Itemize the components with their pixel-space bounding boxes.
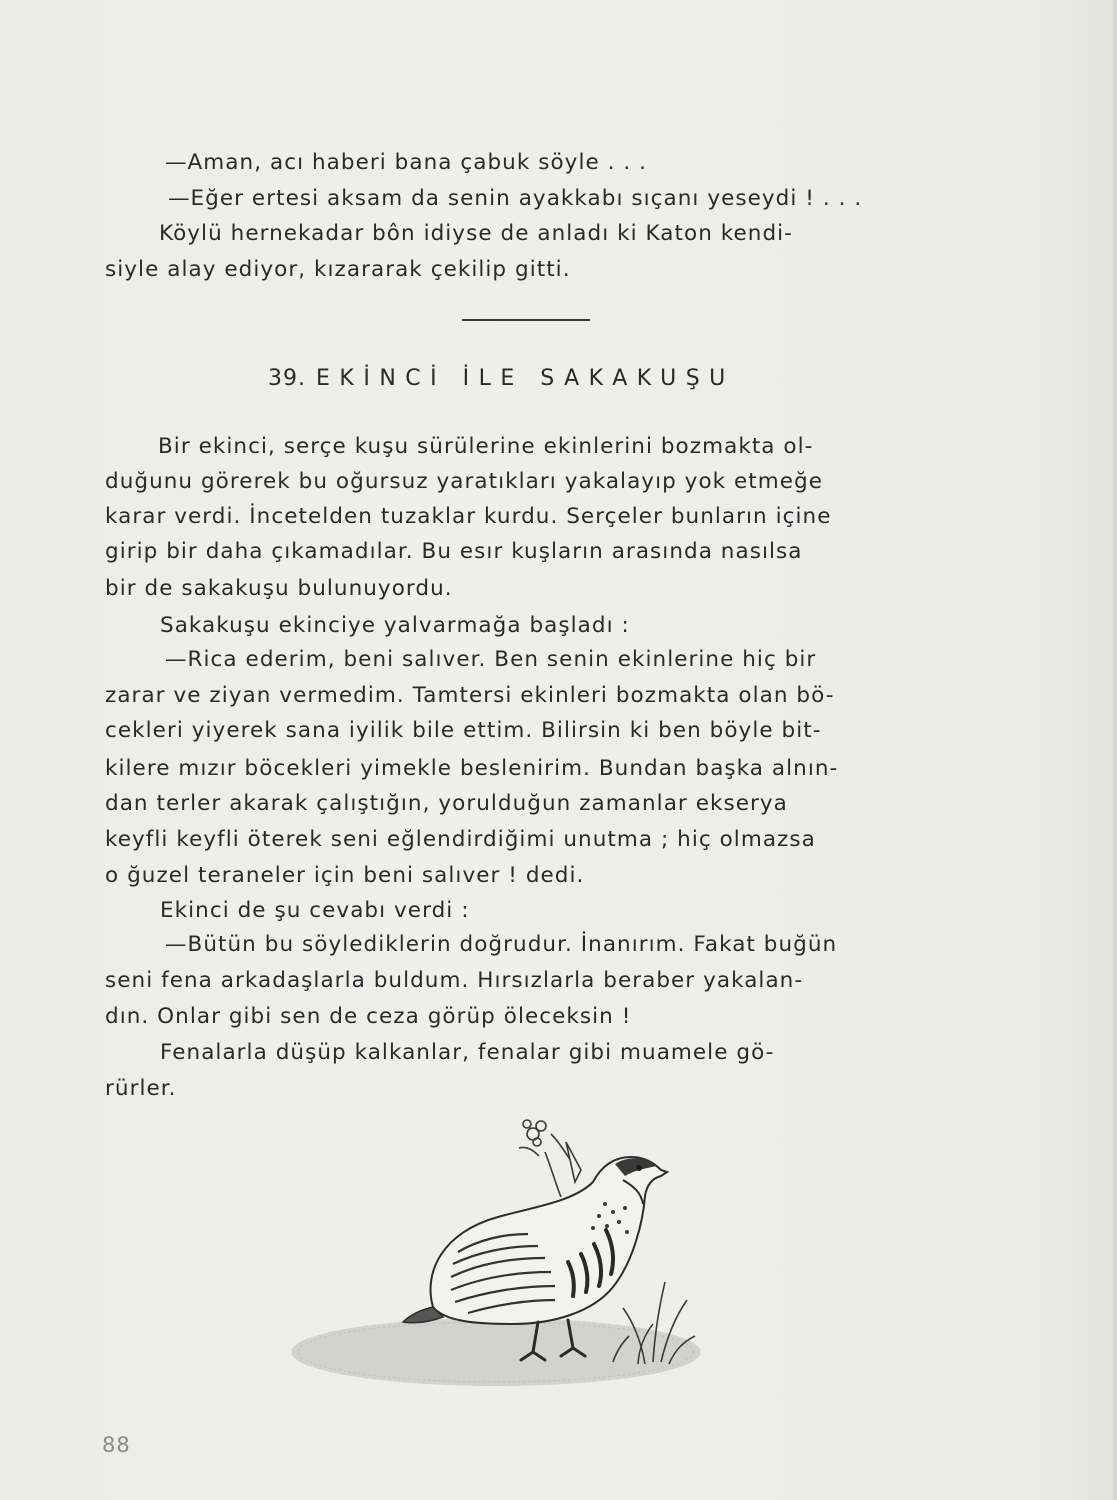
text-line: o ğuzel teraneler için beni salıver ! dedi.: [105, 863, 585, 888]
text-line: keyfli keyfli öterek seni eğlendirdiğimi unutma ; hiç olmazsa: [105, 827, 816, 852]
text-line: Köylü hernekadar bôn idiyse de anladı ki Katon kendi-: [159, 221, 793, 246]
story-number: 39.: [268, 366, 306, 391]
text-line: —Bütün bu söylediklerin doğrudur. İnanırım. Fakat buğün: [165, 932, 838, 957]
flower-icon: [519, 1120, 581, 1197]
text-line: zarar ve ziyan vermedim. Tamtersi ekinleri bozmakta olan bö-: [105, 683, 835, 708]
text-line: dın. Onlar gibi sen de ceza görüp öleceksin !: [105, 1004, 632, 1029]
text-line: Ekinci de şu cevabı verdi :: [160, 898, 470, 923]
text-line: —Aman, acı haberi bana çabuk söyle . . .: [165, 150, 648, 175]
partridge-illustration: [283, 1112, 708, 1392]
text-line: duğunu görerek bu oğursuz yaratıkları yakalayıp yok etmeğe: [105, 469, 824, 494]
text-line: karar verdi. İncetelden tuzaklar kurdu. Serçeler bunların içine: [105, 504, 832, 529]
page-number: 88: [102, 1433, 131, 1457]
text-line: rürler.: [105, 1076, 177, 1101]
text-line: cekleri yiyerek sana iyilik bile ettim. Bilirsin ki ben böyle bit-: [105, 718, 822, 743]
text-line: dan terler akarak çalıştığın, yorulduğun zamanlar ekserya: [105, 791, 788, 816]
text-line: girip bir daha çıkamadılar. Bu esır kuşların arasında nasılsa: [105, 539, 803, 564]
story-title: EKİNCİ İLE SAKAKUŞU: [316, 366, 735, 391]
text-line: Fenalarla düşüp kalkanlar, fenalar gibi muamele gö-: [160, 1040, 775, 1065]
text-line: bir de sakakuşu bulunuyordu.: [105, 576, 453, 601]
story-heading: [268, 363, 735, 395]
section-divider: [462, 319, 590, 321]
text-line: —Eğer ertesi aksam da senin ayakkabı sıçanı yeseydi ! . . .: [168, 186, 863, 211]
text-line: seni fena arkadaşlarla buldum. Hırsızlarla beraber yakalan-: [105, 968, 804, 993]
text-line: —Rica ederim, beni salıver. Ben senin ekinlerine hiç bir: [165, 647, 817, 672]
text-line: Sakakuşu ekinciye yalvarmağa başladı :: [160, 613, 630, 638]
text-line: kilere mızır böcekleri yimekle beslenirim. Bundan başka alnın-: [105, 756, 839, 781]
text-line: Bir ekinci, serçe kuşu sürülerine ekinlerini bozmakta ol-: [158, 434, 814, 459]
page-edge: [1113, 0, 1117, 1500]
text-line: siyle alay ediyor, kızararak çekilip gitti.: [105, 257, 571, 282]
